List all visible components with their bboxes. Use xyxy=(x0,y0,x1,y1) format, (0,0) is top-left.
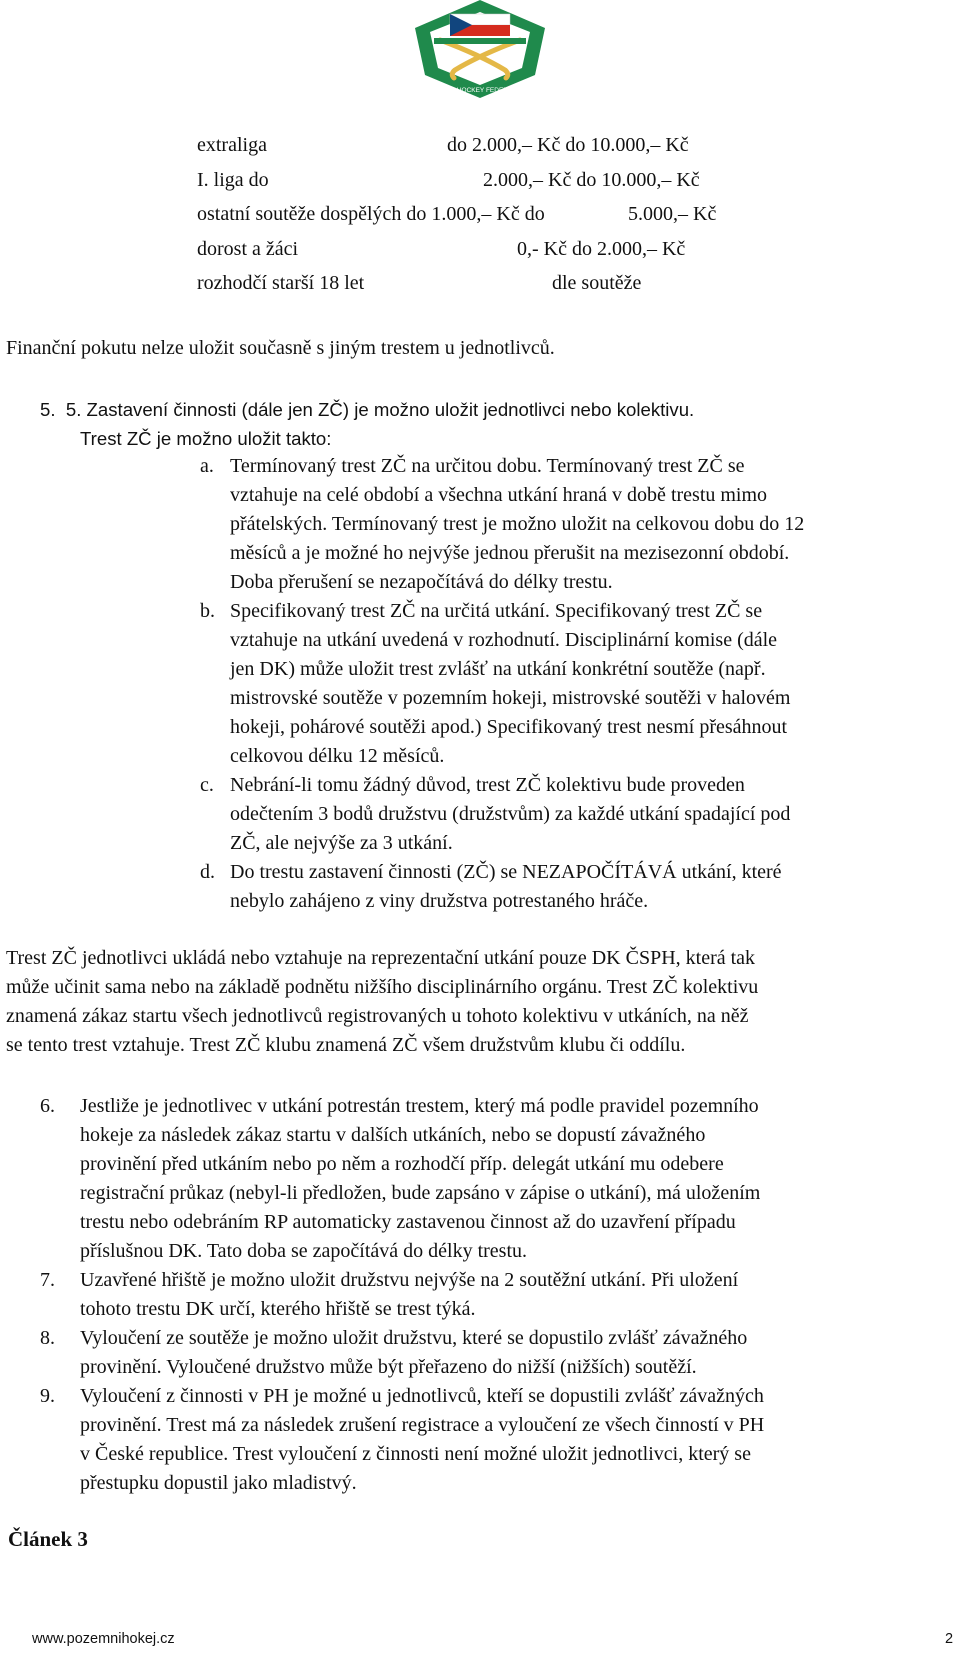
section-5-5-line2: Trest ZČ je možno uložit takto: xyxy=(80,428,332,449)
fine-level: dorost a žáci xyxy=(197,237,299,260)
numbered-item-6 xyxy=(40,1092,764,1266)
fine-amount: 0,- Kč do 2.000,– Kč xyxy=(517,237,686,260)
line: se tento trest vztahuje. Trest ZČ klubu znamená ZČ všem družstvům klubu či oddílu. xyxy=(6,1034,686,1056)
line: Specifikovaný trest ZČ na určitá utkání. Specifikovaný trest ZČ se xyxy=(230,600,763,622)
logo-text: CZECH HOCKEY FEDERATION xyxy=(432,87,528,94)
line: Termínovaný trest ZČ na určitou dobu. Termínovaný trest ZČ se xyxy=(230,455,745,477)
list-item-a xyxy=(200,452,804,597)
line: nebylo zahájeno z viny družstva potrestaného hráče. xyxy=(230,890,649,912)
line: Nebrání-li tomu žádný důvod, trest ZČ kolektivu bude proveden xyxy=(230,774,745,796)
zc-paragraph xyxy=(6,944,758,1060)
line: měsíců a je možné ho nejvýše jednou přerušit na mezisezonní období. xyxy=(230,542,790,564)
zc-list xyxy=(200,452,804,916)
line: Do trestu zastavení činnosti (ZČ) se NEZAPOČÍTÁVÁ utkání, které xyxy=(230,861,782,883)
fine-amount: dle soutěže xyxy=(552,272,642,294)
list-item-c xyxy=(200,771,804,858)
fine-level: I. liga do xyxy=(197,168,269,191)
line: tohoto trestu DK určí, kterého hřiště se trest týká. xyxy=(80,1298,476,1320)
footer-url-link[interactable]: www.pozemnihokej.cz xyxy=(32,1631,175,1647)
list-item-d xyxy=(200,858,804,916)
line: ZČ, ale nejvýše za 3 utkání. xyxy=(230,832,453,854)
numbered-item-9 xyxy=(40,1382,764,1498)
line: provinění před utkáním nebo po něm a rozhodčí příp. delegát utkání mu odebere xyxy=(80,1153,724,1175)
list-marker: d. xyxy=(200,861,215,883)
line: odečtením 3 bodů družstvu (družstvům) za každé utkání spadající pod xyxy=(230,803,791,825)
fine-level: rozhodčí starší 18 let xyxy=(197,272,365,294)
line: hokeji, pohárové soutěži apod.) Specifikovaný trest nesmí přesáhnout xyxy=(230,716,788,738)
line: znamená zákaz startu všech jednotlivců registrovaných u tohoto kolektivu v utkáních, na něž xyxy=(6,1005,749,1027)
list-marker: 8. xyxy=(40,1327,55,1349)
list-marker: 9. xyxy=(40,1385,55,1407)
fine-amount: do 2.000,– Kč do 10.000,– Kč xyxy=(447,134,689,156)
line: vztahuje na celé období a všechna utkání hraná v době trestu mimo xyxy=(230,484,768,506)
line: jen DK) může uložit trest zvlášť na utkání konkrétní soutěže (např. xyxy=(230,658,766,680)
line: registrační průkaz (nebyl-li předložen, bude zapsáno v zápise o utkání), má uložením xyxy=(80,1182,761,1204)
line: trestu nebo odebráním RP automaticky zastavenou činnost až do uzavření případu xyxy=(80,1211,736,1233)
numbered-item-8 xyxy=(40,1324,764,1382)
list-marker: 7. xyxy=(40,1269,55,1291)
line: Trest ZČ jednotlivci ukládá nebo vztahuje na reprezentační utkání pouze DK ČSPH, která tak xyxy=(6,947,756,969)
line: Vyloučení z činnosti v PH je možné u jednotlivců, kteří se dopustili zvlášť závažných xyxy=(80,1385,764,1407)
line: přátelských. Termínovaný trest je možno uložit na celkovou dobu do 12 xyxy=(230,513,805,535)
line: může učinit sama nebo na základě podnětu nižšího disciplinárního orgánu. Trest ZČ kolektivu xyxy=(6,976,759,998)
fine-amount: 2.000,– Kč do 10.000,– Kč xyxy=(483,168,700,191)
section-marker: 5. xyxy=(40,399,56,420)
list-item-b xyxy=(200,597,804,771)
line: mistrovské soutěže v pozemním hokeji, mistrovské soutěži v halovém xyxy=(230,687,791,709)
line: v České republice. Trest vyloučení z činnosti není možné uložit jednotlivci, který se xyxy=(80,1443,751,1465)
fine-note: Finanční pokutu nelze uložit současně s jiným trestem u jednotlivců. xyxy=(6,337,555,359)
federation-logo xyxy=(410,0,550,100)
line: Doba přerušení se nezapočítává do délky trestu. xyxy=(230,571,613,593)
line: příslušnou DK. Tato doba se započítává do délky trestu. xyxy=(80,1240,528,1262)
fine-level: extraliga xyxy=(197,134,267,156)
page-number: 2 xyxy=(945,1631,954,1647)
line: provinění. Trest má za následek zrušení registrace a vyloučení ze všech činností v PH xyxy=(80,1414,765,1436)
line: vztahuje na utkání uvedená v rozhodnutí. Disciplinární komise (dále xyxy=(230,629,778,651)
line: Uzavřené hřiště je možno uložit družstvu nejvýše na 2 soutěžní utkání. Při uložení xyxy=(80,1269,739,1291)
list-marker: 6. xyxy=(40,1095,55,1117)
line: celkovou délku 12 měsíců. xyxy=(230,745,445,767)
list-marker: b. xyxy=(200,600,215,622)
line: provinění. Vyloučené družstvo může být přeřazeno do nižší (nižších) soutěží. xyxy=(80,1356,697,1378)
section-text: 5. Zastavení činnosti (dále jen ZČ) je možno uložit jednotlivci nebo kolektivu. xyxy=(65,399,695,420)
list-marker: a. xyxy=(200,455,214,477)
fine-level: ostatní soutěže dospělých do 1.000,– Kč do xyxy=(197,203,545,225)
line: hokeje za následek zákaz startu v dalších utkáních, nebo se dopustí závažného xyxy=(80,1124,706,1146)
line: Jestliže je jednotlivec v utkání potrestán trestem, který má podle pravidel pozemního xyxy=(80,1095,759,1117)
fine-amount: 5.000,– Kč xyxy=(628,203,717,225)
line: přestupku dopustil jako mladistvý. xyxy=(80,1472,357,1494)
article-heading: Článek 3 xyxy=(8,1527,88,1551)
section-5-5-line1 xyxy=(40,395,694,424)
line: Vyloučení ze soutěže je možno uložit družstvu, které se dopustilo zvlášť závažného xyxy=(80,1327,748,1349)
numbered-item-7 xyxy=(40,1266,764,1324)
numbered-list xyxy=(40,1092,764,1498)
list-marker: c. xyxy=(200,774,214,796)
